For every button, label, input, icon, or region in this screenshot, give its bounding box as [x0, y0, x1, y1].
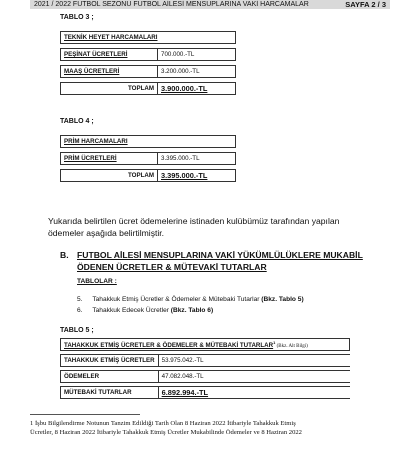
- list-item: [77, 296, 304, 303]
- total-label: TOPLAM: [61, 170, 158, 182]
- total-value: 3.900.000.-TL: [158, 83, 236, 95]
- row-value: 6.892.994.-TL: [158, 387, 349, 399]
- total-row: [61, 83, 236, 95]
- row-label: MÜTEBAKİ TUTARLAR: [61, 387, 159, 399]
- title-note: (Bkz. Alt Bilgi): [275, 344, 308, 350]
- item-ref: (Bkz. Tablo 5): [261, 296, 304, 303]
- tablo5-title: TAHAKKUK ETMİŞ ÜCRETLER & ÖDEMELER & MÜTEBAKİ TUTARLAR: [64, 342, 274, 350]
- page-header: [30, 0, 390, 9]
- table-row: [61, 371, 350, 383]
- total-row: [61, 170, 236, 182]
- tablo5-title-cell: [61, 339, 350, 351]
- table-row: [61, 49, 236, 61]
- row-label: MAAŞ ÜCRETLERİ: [61, 66, 158, 78]
- item-number: 6.: [77, 307, 83, 314]
- tablo4-title: PRİM HARCAMALARI: [61, 136, 236, 148]
- item-text: Tahakkuk Edecek Ücretler: [92, 307, 171, 314]
- table-row: [61, 387, 350, 399]
- row-value: 3.395.000.-TL: [158, 153, 236, 165]
- row-label: PRİM ÜCRETLERİ: [61, 153, 158, 165]
- paragraph-line: Yukarıda belirtilen ücret ödemelerine istinaden kulübümüz tarafından yapılan: [48, 216, 340, 226]
- paragraph-line: ödemeler aşağıda belirtilmiştir.: [48, 227, 165, 238]
- item-text: Tahakkuk Etmiş Ücretler & Ödemeler & Mütebaki Tutarlar: [92, 296, 262, 303]
- table-row: [61, 66, 236, 78]
- tablo4-label: TABLO 4 ;: [60, 118, 94, 125]
- total-label: TOPLAM: [61, 83, 158, 95]
- section-title-line2: ÖDENEN ÜCRETLER & MÜTEVAKİ TUTARLAR: [77, 262, 267, 272]
- row-label: TAHAKKUK ETMİŞ ÜCRETLER: [61, 355, 159, 367]
- tablo5-label: TABLO 5 ;: [60, 327, 94, 334]
- tablo3-title: TEKNİK HEYET HARCAMALARI: [61, 32, 236, 44]
- tablo4-table: [60, 135, 236, 182]
- row-value: 3.200.000.-TL: [158, 66, 236, 78]
- tablo3-table: [60, 31, 236, 95]
- footnote: [30, 420, 390, 437]
- row-value: 700.000.-TL: [158, 49, 236, 61]
- tablo5-table: [60, 338, 350, 399]
- footnote-line: 1 İşbu Bilgilendirme Notunun Tanzim Edildiği Tarih Olan 8 Haziran 2022 İtibariyle Tahakkuk Etmiş: [30, 420, 296, 427]
- section-letter: B.: [60, 250, 69, 260]
- row-label: PEŞİNAT ÜCRETLERİ: [61, 49, 158, 61]
- row-value: 47.082.048.-TL: [158, 371, 349, 383]
- footnote-marker: 1: [273, 339, 276, 345]
- footnote-separator: [30, 414, 140, 415]
- table-row: [61, 355, 350, 367]
- item-ref: (Bkz. Tablo 6): [170, 307, 214, 314]
- tablolar-label: TABLOLAR :: [77, 278, 117, 285]
- header-title: 2021 / 2022 FUTBOL SEZONU FUTBOL AİLESİ MENSUPLARINA VAKİ HARCAMALAR: [34, 1, 309, 8]
- item-number: 5.: [77, 296, 83, 303]
- row-label: ÖDEMELER: [61, 371, 159, 383]
- footnote-line: Ücretler, 8 Haziran 2022 İtibariyle Tahakkuk Etmiş Ücretler Mukabilinde Ödemeler ve 8 Haziran 2022: [30, 428, 302, 436]
- tablo3-label: TABLO 3 ;: [60, 14, 94, 21]
- table-row: [61, 153, 236, 165]
- list-item: [77, 307, 213, 314]
- section-title-line1: FUTBOL AİLESİ MENSUPLARINA VAKİ YÜKÜMLÜLÜKLERE MUKABİL: [77, 250, 363, 260]
- total-value: 3.395.000.-TL: [158, 170, 236, 182]
- page-number: SAYFA 2 / 3: [345, 0, 386, 9]
- intro-paragraph: [48, 216, 339, 239]
- row-value: 53.975.042.-TL: [158, 355, 349, 367]
